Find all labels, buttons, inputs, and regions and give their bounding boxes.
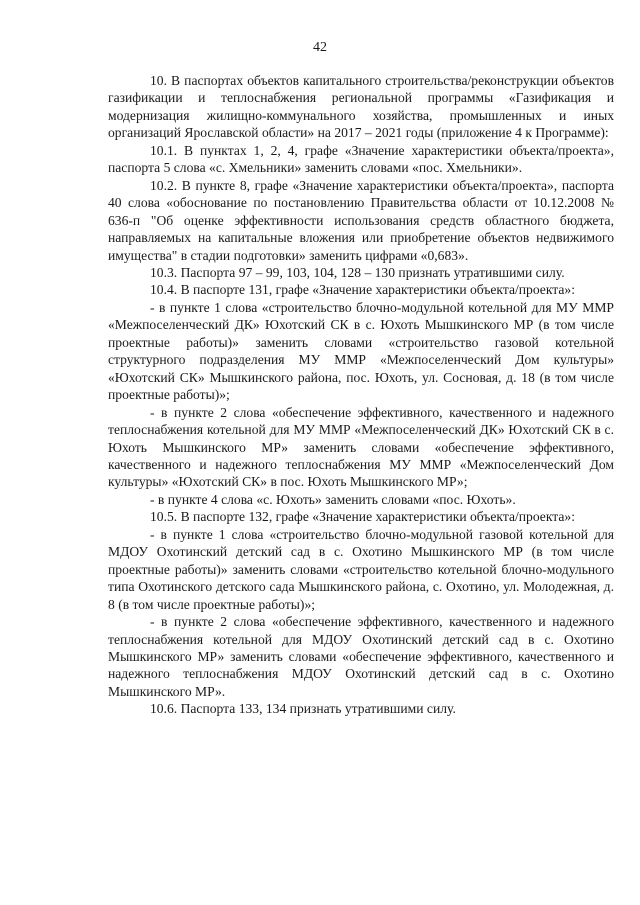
paragraph-10-5-point-1: - в пункте 1 слова «строительство блочно-модульной газовой котельной для МДОУ Охотинский детский сад в с. Охотино Мышкинского МР (в том числе проектные работы)» заменить словами «строительство котельной блочно-модульного типа Охотинского детского сада Мышкинского района, с. Охотино, ул. Молодежная, д. 8 (в том числе проектные работы)»; <box>108 526 614 612</box>
paragraph-item-10-4: 10.4. В паспорте 131, графе «Значение характеристики объекта/проекта»: <box>150 282 575 298</box>
document-body <box>108 72 614 718</box>
paragraph-item-10-1: 10.1. В пунктах 1, 2, 4, графе «Значение характеристики объекта/проекта», паспорта 5 слова «с. Хмельники» заменить словами «пос. Хмельники». <box>108 142 614 176</box>
paragraph-10-4-point-4: - в пункте 4 слова «с. Юхоть» заменить словами «пос. Юхоть». <box>150 491 516 507</box>
paragraph-item-10-5: 10.5. В паспорте 132, графе «Значение характеристики объекта/проекта»: <box>150 509 575 525</box>
paragraph-10-4-point-2: - в пункте 2 слова «обеспечение эффективного, качественного и надежного теплоснабжения котельной для МУ ММР «Межпоселенческий ДК» Юхотский СК в с. Юхоть Мышкинского МР» заменить словами «обеспечение эффективного, качественного и надежного теплоснабжения МУ ММР «Межпоселенческий Дом культуры» «Юхотский СК» в пос. Юхоть Мышкинского МР»; <box>108 404 614 490</box>
paragraph-item-10-3: 10.3. Паспорта 97 – 99, 103, 104, 128 – 130 признать утратившими силу. <box>150 264 565 280</box>
page-number: 42 <box>313 40 327 55</box>
paragraph-item-10-6: 10.6. Паспорта 133, 134 признать утратившими силу. <box>150 701 456 717</box>
paragraph-10-4-point-1: - в пункте 1 слова «строительство блочно-модульной котельной для МУ ММР «Межпоселенческий ДК» Юхотский СК в с. Юхоть Мышкинского МР (в том числе проектные работы)» заменить словами «строительство газовой котельной структурного подразделения МУ ММР «Межпоселенческий Дом культуры» «Юхотский СК» Мышкинского района, пос. Юхоть, ул. Сосновая, д. 18 (в том числе проектные работы)»; <box>108 299 614 403</box>
paragraph-10-5-point-2: - в пункте 2 слова «обеспечение эффективного, качественного и надежного теплоснабжения котельной для МДОУ Охотинский детский сад в с. Охотино Мышкинского МР» заменить словами «обеспечение эффективного, качественного и надежного теплоснабжения МДОУ Охотинский детский сад в с. Охотино Мышкинского МР». <box>108 614 614 699</box>
paragraph-item-10-2: 10.2. В пункте 8, графе «Значение характеристики объекта/проекта», паспорта 40 слова «обоснование по постановлению Правительства области от 10.12.2008 № 636-п "Об оценке эффективности использования средств областного бюджета, направляемых на капитальные вложения или приобретение объектов недвижимого имущества" в стадии подготовки» заменить цифрами «0,683». <box>108 177 614 263</box>
paragraph-item-10: 10. В паспортах объектов капитального строительства/реконструкции объектов газификации и теплоснабжения региональной программы «Газификация и модернизация жилищно-коммунального хозяйства, промышленных и иных организаций Ярославской области» на 2017 – 2021 годы (приложение 4 к Программе): <box>108 73 614 141</box>
